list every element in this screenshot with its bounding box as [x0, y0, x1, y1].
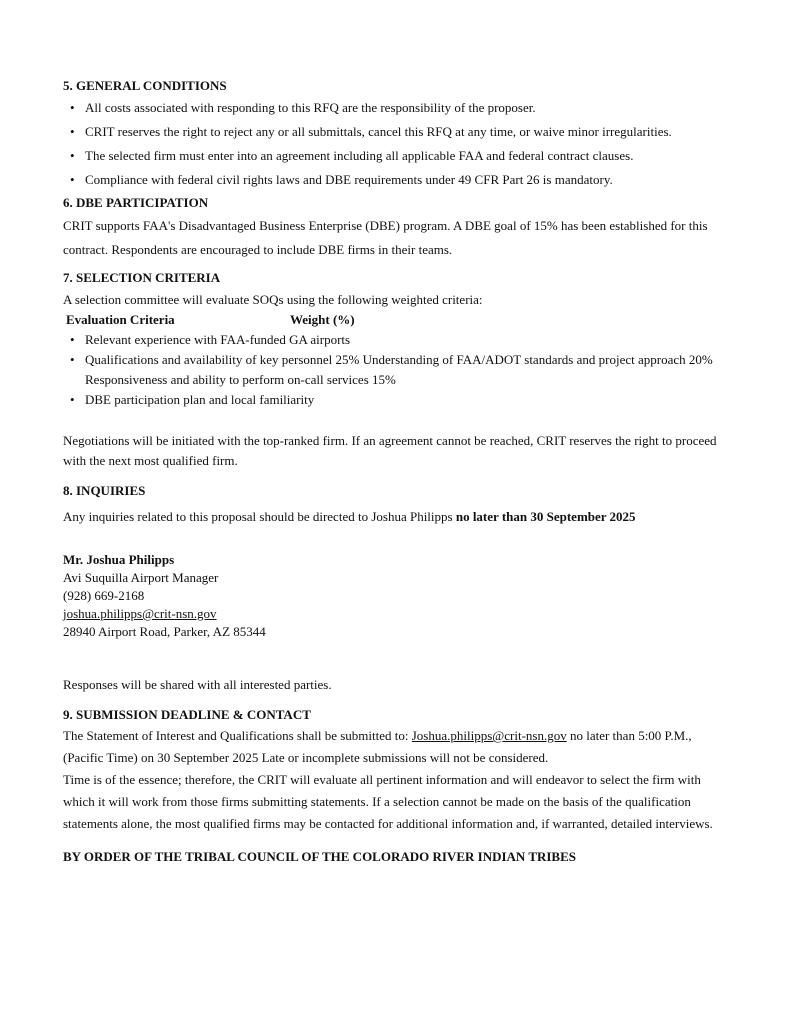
inquiries-text: Any inquiries related to this proposal should be directed to Joshua Philipps	[63, 509, 453, 524]
weight-column-header: Weight (%)	[290, 312, 355, 327]
selection-intro: A selection committee will evaluate SOQs using the following weighted criteria:	[63, 292, 483, 307]
time-essence-paragraph: Time is of the essence; therefore, the CRIT will evaluate all pertinent information and will endeavor to select the firm with which it will work from those firms submitting statements. If a selection cannot be made on the basis of the qualification statements alone, the most qualified firms may be contacted for additional information and, if warranted, detailed interviews.	[63, 772, 713, 831]
list-item: • The selected firm must enter into an agreement including all applicable FAA and federal contract clauses.	[63, 144, 723, 168]
contact-phone: (928) 669-2168	[63, 588, 145, 603]
list-item: • Qualifications and availability of key personnel 25% Understanding of FAA/ADOT standards and project approach 20% Responsiveness and ability to perform on-call services 15%	[63, 350, 723, 390]
negotiation-paragraph: Negotiations will be initiated with the top-ranked firm. If an agreement cannot be reached, CRIT reserves the right to proceed with the next most qualified firm.	[63, 433, 717, 468]
contact-name: Mr. Joshua Philipps	[63, 552, 175, 567]
responses-shared-note: Responses will be shared with all interested parties.	[63, 677, 332, 692]
submission-text-after: no later than 5:00 P.M., (Pacific Time) on 30 September 2025 Late or incomplete submissions will not be considered.	[63, 728, 692, 765]
section-9-heading: 9. SUBMISSION DEADLINE & CONTACT	[63, 707, 311, 722]
list-item: • DBE participation plan and local familiarity	[63, 390, 723, 410]
closing-statement: BY ORDER OF THE TRIBAL COUNCIL OF THE COLORADO RIVER INDIAN TRIBES	[63, 849, 577, 864]
contact-address: 28940 Airport Road, Parker, AZ 85344	[63, 624, 266, 639]
list-item: • Compliance with federal civil rights laws and DBE requirements under 49 CFR Part 26 is mandatory.	[63, 168, 723, 192]
section-6-heading: 6. DBE PARTICIPATION	[63, 195, 209, 210]
inquiries-deadline: no later than 30 September 2025	[455, 509, 636, 524]
contact-email-link[interactable]: joshua.philipps@crit-nsn.gov	[63, 606, 217, 621]
list-item: • Relevant experience with FAA-funded GA airports	[63, 330, 723, 350]
contact-title: Avi Suquilla Airport Manager	[63, 570, 219, 585]
list-item: • CRIT reserves the right to reject any or all submittals, cancel this RFQ at any time, or waive minor irregularities.	[63, 120, 723, 144]
criteria-table-header	[63, 310, 723, 330]
submission-email-link[interactable]: Joshua.philipps@crit-nsn.gov	[411, 728, 567, 743]
dbe-paragraph: CRIT supports FAA's Disadvantaged Business Enterprise (DBE) program. A DBE goal of 15% has been established for this contract. Respondents are encouraged to include DBE firms in their teams.	[63, 218, 708, 257]
submission-text-before: The Statement of Interest and Qualifications shall be submitted to:	[63, 728, 409, 743]
document-body	[63, 76, 723, 867]
section-5-heading: 5. GENERAL CONDITIONS	[63, 78, 227, 93]
list-item: • All costs associated with responding to this RFQ are the responsibility of the proposer.	[63, 96, 723, 120]
section-8-heading: 8. INQUIRIES	[63, 483, 146, 498]
criteria-column-header: Evaluation Criteria	[66, 312, 175, 327]
section-7-heading: 7. SELECTION CRITERIA	[63, 270, 221, 285]
general-conditions-list	[63, 96, 723, 192]
inquiries-paragraph	[63, 501, 723, 533]
contact-block	[63, 551, 723, 641]
submission-paragraph	[63, 725, 723, 769]
criteria-list	[63, 330, 723, 410]
